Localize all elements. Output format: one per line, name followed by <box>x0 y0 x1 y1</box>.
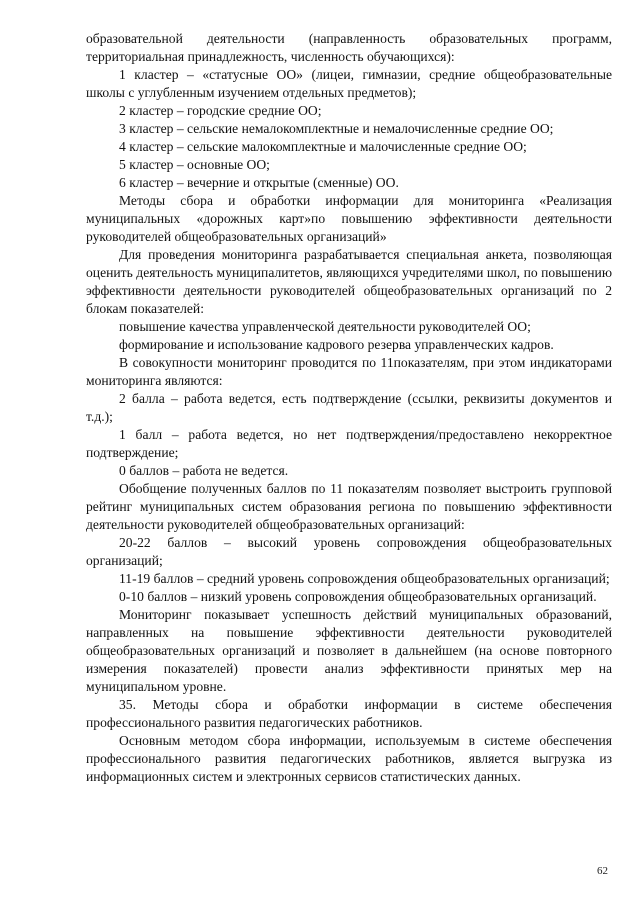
list-item: 11-19 баллов – средний уровень сопровождения общеобразовательных организаций; <box>119 571 610 586</box>
list-item: 2 кластер – городские средние ОО; <box>119 103 322 118</box>
paragraph: Основным методом сбора информации, используемым в системе обеспечения профессионального развития педагогических работников, является выгрузка из информационных систем и электронных сервисов статистических данных. <box>86 733 612 784</box>
paragraph: В совокупности мониторинг проводится по 11показателям, при этом индикаторами мониторинга являются: <box>86 355 612 388</box>
list-item: 1 кластер – «статусные ОО» (лицеи, гимназии, средние общеобразовательные школы с углубленным изучением отдельных предметов); <box>86 67 612 100</box>
list-item: 0 баллов – работа не ведется. <box>119 463 289 478</box>
paragraph: образовательной деятельности (направленность образовательных программ, территориальная принадлежность, численность обучающихся): <box>86 31 612 64</box>
list-item: 4 кластер – сельские малокомплектные и малочисленные средние ОО; <box>119 139 527 154</box>
list-item: 20-22 баллов – высокий уровень сопровождения общеобразовательных организаций; <box>86 535 612 568</box>
paragraph: Мониторинг показывает успешность действий муниципальных образований, направленных на повышение эффективности деятельности руководителей общеобразовательных организаций и позволяет в дальнейшем (на основе повторного измерения показателей) провести анализ эффективности принятых мер на муниципальном уровне. <box>86 607 612 694</box>
paragraph: Для проведения мониторинга разрабатывается специальная анкета, позволяющая оценить деятельность муниципалитетов, являющихся учредителями школ, по повышению эффективности деятельности руководителей общеобразовательных организаций по 2 блокам показателей: <box>86 247 612 316</box>
page-number: 62 <box>597 865 608 877</box>
paragraph: Методы сбора и обработки информации для мониторинга «Реализация муниципальных «дорожных карт»по повышению эффективности деятельности руководителей общеобразовательных организаций» <box>86 193 612 244</box>
section-heading: 35. Методы сбора и обработки информации в системе обеспечения профессионального развития педагогических работников. <box>86 697 612 730</box>
list-item: 6 кластер – вечерние и открытые (сменные) ОО. <box>119 175 399 190</box>
list-item: повышение качества управленческой деятельности руководителей ОО; <box>119 319 531 334</box>
list-item: 0-10 баллов – низкий уровень сопровождения общеобразовательных организаций. <box>119 589 597 604</box>
list-item: формирование и использование кадрового резерва управленческих кадров. <box>119 337 554 352</box>
list-item: 3 кластер – сельские немалокомплектные и немалочисленные средние ОО; <box>119 121 554 136</box>
body-text <box>86 30 612 786</box>
paragraph: Обобщение полученных баллов по 11 показателям позволяет выстроить групповой рейтинг муниципальных систем образования региона по повышению эффективности деятельности руководителей общеобразовательных организаций: <box>86 481 612 532</box>
list-item: 5 кластер – основные ОО; <box>119 157 270 172</box>
list-item: 2 балла – работа ведется, есть подтверждение (ссылки, реквизиты документов и т.д.); <box>86 391 612 424</box>
list-item: 1 балл – работа ведется, но нет подтверждения/предоставлено некорректное подтверждение; <box>86 427 612 460</box>
